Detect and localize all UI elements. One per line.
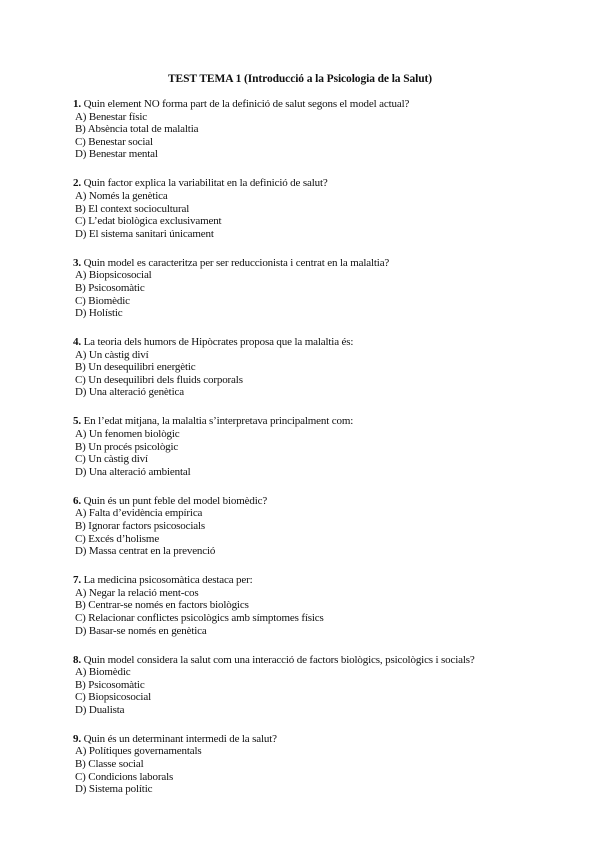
answer-option: A) Falta d’evidència empírica [75, 507, 203, 520]
answer-option: C) Excés d’holisme [75, 532, 160, 545]
answer-option: C) Un càstig diví [75, 453, 148, 466]
answer-option: D) Holístic [75, 307, 123, 320]
answer-option: C) Condicions laborals [75, 770, 174, 783]
question-text: En l’edat mitjana, la malaltia s’interpretava principalment com: [83, 415, 354, 428]
question-stem [73, 98, 543, 111]
answer-option: B) Centrar-se només en factors biològics [75, 599, 249, 612]
document-title: TEST TEMA 1 (Introducció a la Psicologia de la Salut) [167, 73, 433, 85]
answer-option: C) Un desequilibri dels fluids corporals [75, 373, 243, 386]
question-number: 7. [73, 574, 81, 587]
answer-option: D) Una alteració genètica [75, 386, 184, 399]
question-list [73, 98, 543, 812]
question-number: 2. [73, 177, 81, 190]
question-number: 3. [73, 256, 81, 269]
question-stem [73, 733, 543, 746]
answer-option: B) Un desequilibri energètic [75, 361, 196, 374]
question-text: Quin és un punt feble del model biomèdic? [83, 494, 268, 507]
question-number: 8. [73, 653, 81, 666]
answer-option: B) Psicosomàtic [75, 281, 145, 294]
answer-option: A) Negar la relació ment-cos [75, 586, 199, 599]
answer-option: D) Massa centrat en la prevenció [75, 545, 216, 558]
answer-option: A) Biomèdic [75, 666, 131, 679]
answer-option: D) Basar-se només en genètica [75, 624, 207, 637]
answer-option: C) Biomèdic [75, 294, 130, 307]
answer-option: A) Benestar físic [75, 110, 147, 123]
answer-option: A) Un càstig diví [75, 348, 149, 361]
question-text: Quin factor explica la variabilitat en la definició de salut? [83, 177, 328, 190]
question-1 [73, 98, 543, 161]
question-stem [73, 336, 543, 349]
question-stem [73, 654, 543, 667]
answer-option: D) Benestar mental [75, 148, 158, 161]
question-text: La medicina psicosomàtica destaca per: [83, 574, 253, 587]
question-3 [73, 257, 543, 320]
question-text: La teoria dels humors de Hipòcrates proposa que la malaltia és: [83, 336, 354, 349]
answer-option: C) Benestar social [75, 135, 153, 148]
answer-option: C) Relacionar conflictes psicològics amb símptomes físics [75, 611, 324, 624]
answer-option: A) Un fenomen biològic [75, 428, 180, 441]
question-number: 4. [73, 336, 81, 349]
question-text: Quin és un determinant intermedi de la salut? [83, 732, 277, 745]
question-number: 9. [73, 732, 81, 745]
answer-option: C) L’edat biològica exclusivament [75, 215, 222, 228]
question-8 [73, 654, 543, 717]
answer-option: C) Biopsicosocial [75, 691, 151, 704]
question-number: 1. [73, 98, 81, 110]
answer-option: A) Només la genètica [75, 189, 168, 202]
answer-option: D) Sistema polític [75, 783, 153, 796]
answer-option: B) Ignorar factors psicosocials [75, 519, 206, 532]
question-9 [73, 733, 543, 796]
question-number: 5. [73, 415, 81, 428]
question-2 [73, 177, 543, 240]
question-number: 6. [73, 494, 81, 507]
question-text: Quin model es caracteritza per ser reduccionista i centrat en la malaltia? [83, 256, 390, 269]
answer-option: B) El context sociocultural [75, 202, 190, 215]
answer-option: A) Polítiques governamentals [75, 745, 202, 758]
question-stem [73, 257, 543, 270]
question-stem [73, 574, 543, 587]
question-stem [73, 177, 543, 190]
question-stem [73, 415, 543, 428]
question-4 [73, 336, 543, 399]
question-6 [73, 495, 543, 558]
answer-option: B) Un procés psicològic [75, 440, 179, 453]
question-text: Quin element NO forma part de la definició de salut segons el model actual? [83, 98, 410, 110]
answer-option: D) Una alteració ambiental [75, 465, 191, 478]
answer-option: B) Absència total de malaltia [75, 123, 199, 136]
question-5 [73, 415, 543, 478]
answer-option: B) Classe social [75, 758, 144, 771]
question-stem [73, 495, 543, 508]
question-7 [73, 574, 543, 637]
answer-option: D) El sistema sanitari únicament [75, 227, 214, 240]
answer-option: A) Biopsicosocial [75, 269, 152, 282]
answer-option: B) Psicosomàtic [75, 678, 145, 691]
question-text: Quin model considera la salut com una interacció de factors biològics, psicològics i socials? [83, 653, 475, 666]
answer-option: D) Dualista [75, 703, 125, 716]
